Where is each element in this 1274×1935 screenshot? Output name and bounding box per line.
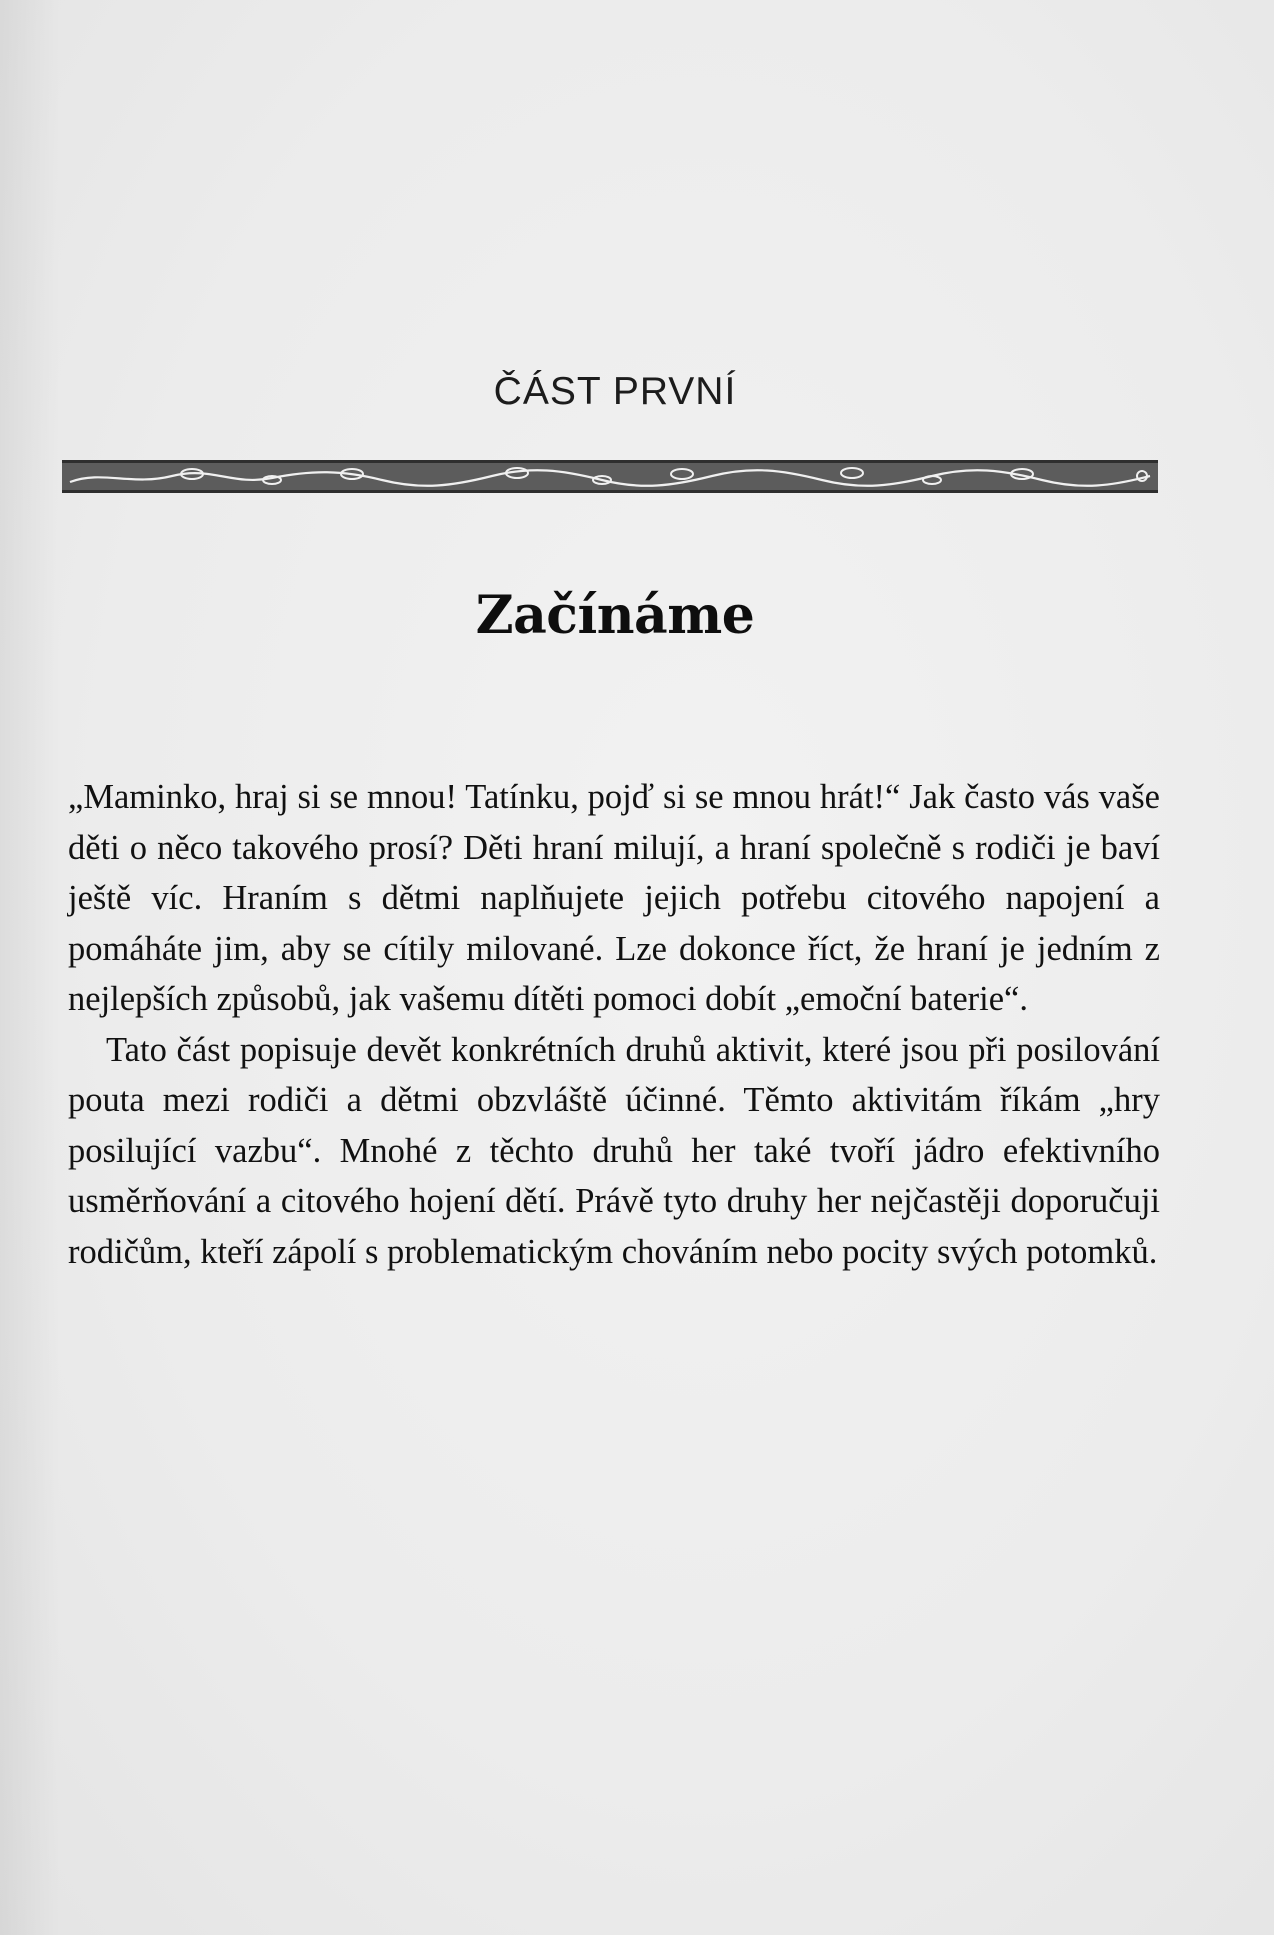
decorative-vine-divider [62,460,1158,493]
paragraph-1: „Maminko, hraj si se mnou! Tatínku, pojď si se mnou hrát!“ Jak často vás vaše děti o něco takového prosí? Děti hraní milují, a hraní společně s rodiči je baví ještě víc. Hraním s dětmi naplňujete jejich potřebu citového napojení a pomáháte jim, aby se cítily milované. Lze dokonce říct, že hraní je jedním z nejlepších způsobů, jak vašemu dítěti pomoci dobít „emoční baterie“. [68,778,1160,1018]
paragraph-2: Tato část popisuje devět konkrétních druhů aktivit, které jsou při posilování pouta mezi rodiči a dětmi obzvláště účinné. Těmto aktivitám říkám „hry posilující vazbu“. Mnohé z těchto druhů her také tvoří jádro efektivního usměrňování a citového hojení dětí. Právě tyto druhy her nejčastěji doporučuji rodičům, kteří zápolí s problematickým chováním nebo pocity svých potomků. [68,1030,1160,1271]
body-text [68,772,1160,1277]
chapter-title: Začínáme [475,585,755,646]
gutter-shadow [0,0,60,1935]
part-label: ČÁST PRVNÍ [493,370,737,413]
